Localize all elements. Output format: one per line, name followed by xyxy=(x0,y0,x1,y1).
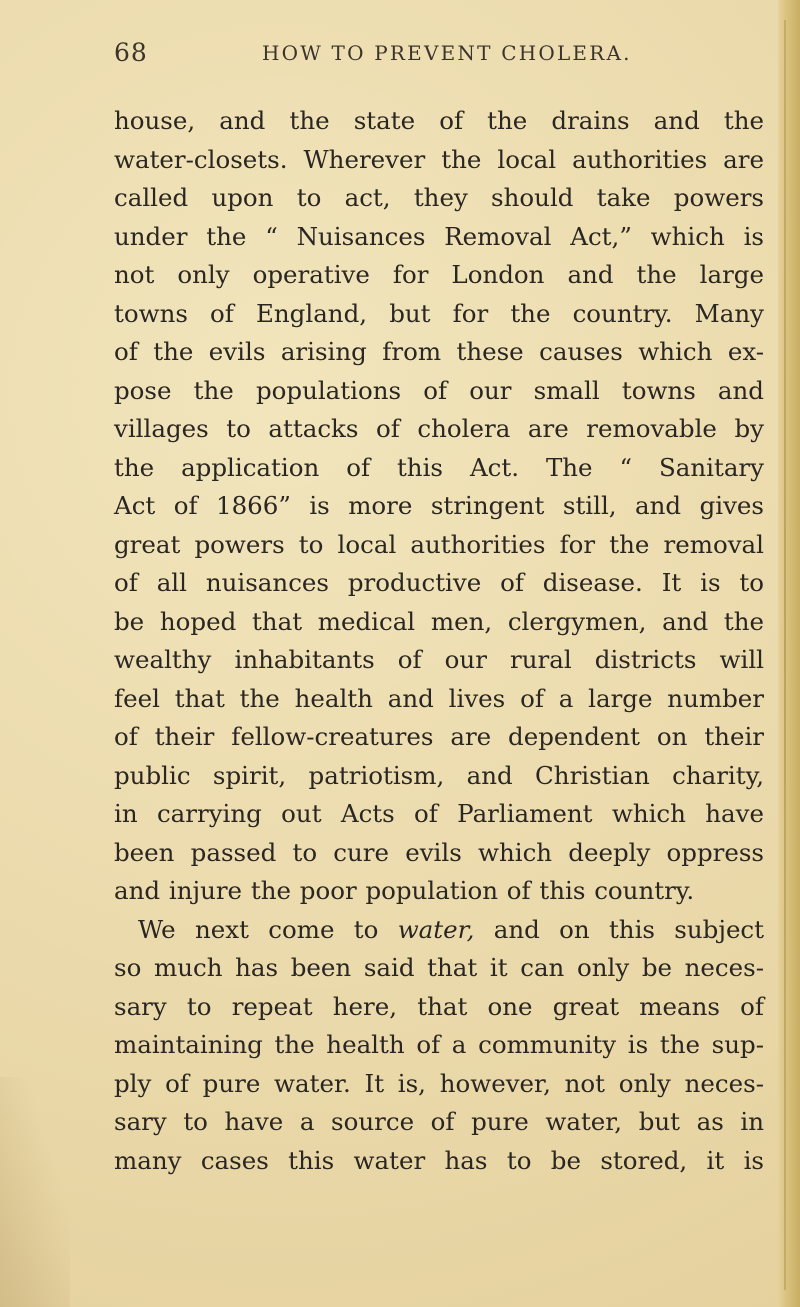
text-line: in carrying out Acts of Parliament which have xyxy=(114,799,764,828)
text-line: been passed to cure evils which deeply oppress xyxy=(114,837,764,867)
page-edge-line xyxy=(784,20,786,1290)
running-title: HOW TO PREVENT CHOLERA. xyxy=(262,41,632,65)
text-line: house, and the state of the drains and the xyxy=(114,106,764,135)
text-line: sary to repeat here, that one great means of xyxy=(114,991,764,1021)
text-line: pose the populations of our small towns and xyxy=(114,375,764,405)
text-line: water-closets. Wherever the local authorities are xyxy=(114,144,764,174)
italic-word: water, xyxy=(397,914,475,944)
text-line: of the evils arising from these causes which ex- xyxy=(114,337,764,366)
body-text xyxy=(114,102,764,1180)
text-line: called upon to act, they should take powers xyxy=(114,183,764,212)
text-line: many cases this water has to be stored, it is xyxy=(114,1145,764,1175)
text-line: feel that the health and lives of a large number xyxy=(114,683,764,713)
text-line: Act of 1866” is more stringent still, and gives xyxy=(114,491,764,520)
text-line: maintaining the health of a community is the sup- xyxy=(114,1030,764,1059)
text-line: great powers to local authorities for the removal xyxy=(114,529,764,559)
text-line: and injure the poor population of this country. xyxy=(114,876,695,905)
text-line: villages to attacks of cholera are removable by xyxy=(114,414,764,443)
text-line: wealthy inhabitants of our rural districts will xyxy=(114,645,764,674)
text-fragment: We next come to xyxy=(138,914,398,944)
text-line: of all nuisances productive of disease. It is to xyxy=(114,568,764,597)
text-fragment: and on this subject xyxy=(474,914,765,944)
text-line: the application of this Act. The “ Sanitary xyxy=(114,452,764,482)
text-line: under the “ Nuisances Removal Act,” which is xyxy=(114,221,764,251)
page-edge xyxy=(778,0,800,1307)
text-line: sary to have a source of pure water, but as in xyxy=(114,1107,764,1136)
text-line: ply of pure water. It is, however, not only neces- xyxy=(114,1068,764,1098)
page-number: 68 xyxy=(114,38,148,67)
text-line: public spirit, patriotism, and Christian charity, xyxy=(114,760,764,790)
text-line: so much has been said that it can only be neces- xyxy=(114,953,764,982)
text-line: be hoped that medical men, clergymen, and the xyxy=(114,606,764,636)
text-line: not only operative for London and the large xyxy=(114,260,764,289)
running-head xyxy=(114,38,734,78)
page-shadow xyxy=(0,1077,70,1307)
text-line: of their fellow-creatures are dependent on their xyxy=(114,722,764,751)
text-line: towns of England, but for the country. Many xyxy=(114,298,764,328)
paragraph-start-line xyxy=(114,911,764,950)
